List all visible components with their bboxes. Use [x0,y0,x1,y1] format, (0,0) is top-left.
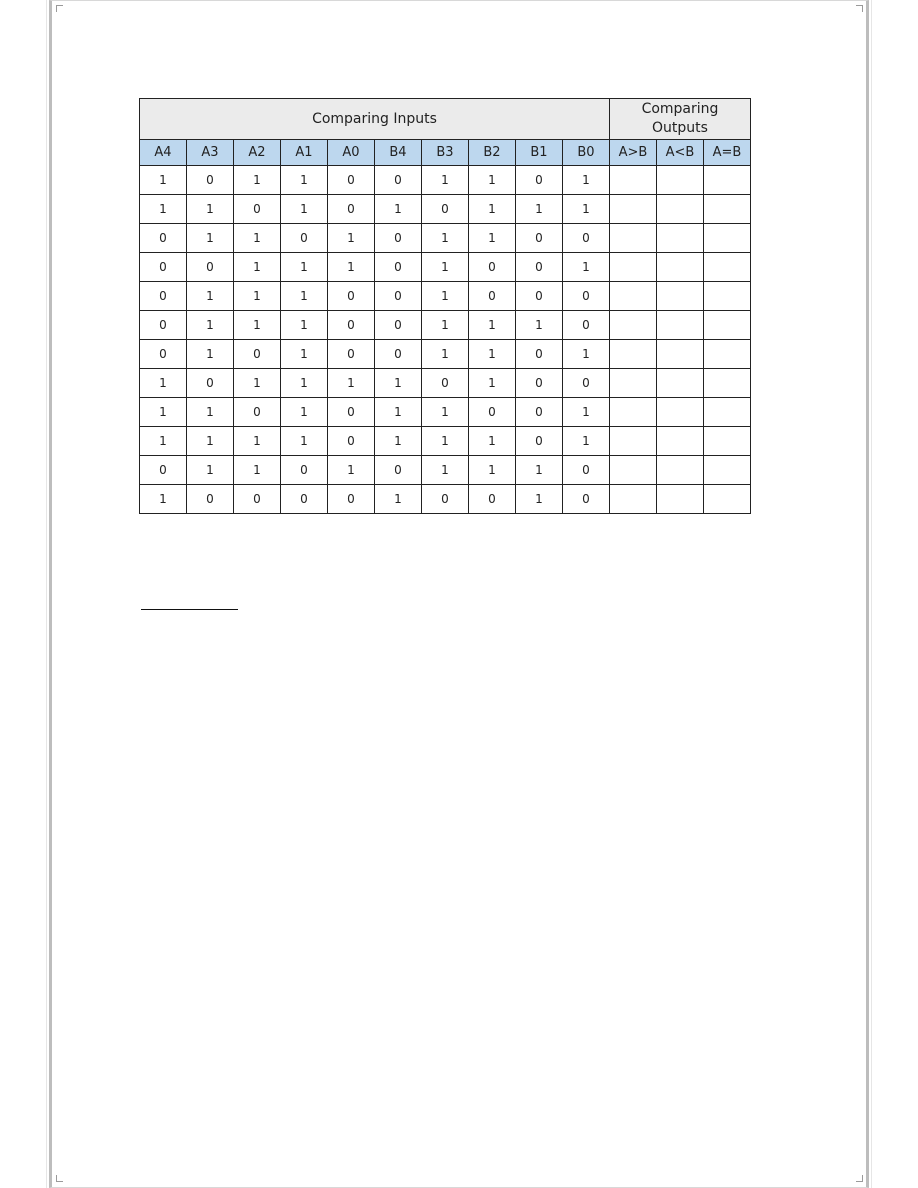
input-bit-cell: 1 [422,340,469,369]
output-cell[interactable] [610,485,657,514]
input-bit-cell: 1 [234,282,281,311]
output-cell[interactable] [657,369,704,398]
output-cell[interactable] [657,427,704,456]
input-bit-cell: 0 [328,311,375,340]
input-bit-cell: 0 [187,253,234,282]
input-bit-cell: 0 [516,282,563,311]
input-bit-cell: 0 [140,456,187,485]
input-bit-cell: 0 [140,311,187,340]
column-header: A2 [234,140,281,166]
input-bit-cell: 0 [281,485,328,514]
comparing-outputs-line1: Comparing [641,101,719,117]
output-cell[interactable] [704,485,751,514]
table-row [140,253,751,282]
input-bit-cell: 1 [140,369,187,398]
input-bit-cell: 1 [563,340,610,369]
input-bit-cell: 0 [234,485,281,514]
input-bit-cell: 0 [422,369,469,398]
input-bit-cell: 1 [234,427,281,456]
input-bit-cell: 1 [422,282,469,311]
output-cell[interactable] [657,253,704,282]
output-cell[interactable] [610,224,657,253]
output-cell[interactable] [704,195,751,224]
column-header: A<B [657,140,704,166]
input-bit-cell: 1 [281,282,328,311]
input-bit-cell: 0 [140,224,187,253]
output-cell[interactable] [704,398,751,427]
output-cell[interactable] [704,282,751,311]
table-row [140,427,751,456]
table-body [140,166,751,514]
column-header: B4 [375,140,422,166]
input-bit-cell: 1 [375,427,422,456]
input-bit-cell: 0 [328,340,375,369]
output-cell[interactable] [657,485,704,514]
table-row [140,398,751,427]
input-bit-cell: 0 [375,253,422,282]
input-bit-cell: 1 [281,195,328,224]
table-row [140,340,751,369]
input-bit-cell: 0 [234,340,281,369]
table-row [140,166,751,195]
column-header: B0 [563,140,610,166]
input-bit-cell: 1 [140,398,187,427]
input-bit-cell: 0 [563,224,610,253]
input-bit-cell: 1 [375,398,422,427]
input-bit-cell: 0 [375,224,422,253]
input-bit-cell: 1 [516,195,563,224]
output-cell[interactable] [657,456,704,485]
input-bit-cell: 0 [328,282,375,311]
input-bit-cell: 1 [422,166,469,195]
table-row [140,195,751,224]
input-bit-cell: 1 [328,224,375,253]
output-cell[interactable] [610,253,657,282]
input-bit-cell: 1 [140,427,187,456]
comparing-inputs-header: Comparing Inputs [140,99,610,140]
input-bit-cell: 1 [563,253,610,282]
column-header: A>B [610,140,657,166]
input-bit-cell: 0 [328,485,375,514]
input-bit-cell: 1 [281,340,328,369]
input-bit-cell: 1 [469,311,516,340]
crop-mark-bottom-right-icon [856,1175,863,1182]
input-bit-cell: 1 [234,369,281,398]
input-bit-cell: 1 [375,485,422,514]
input-bit-cell: 1 [187,195,234,224]
comparing-outputs-line2: Outputs [652,120,708,136]
input-bit-cell: 0 [422,485,469,514]
output-cell[interactable] [704,340,751,369]
input-bit-cell: 0 [328,166,375,195]
input-bit-cell: 1 [187,456,234,485]
input-bit-cell: 1 [516,456,563,485]
input-bit-cell: 1 [234,311,281,340]
input-bit-cell: 1 [469,166,516,195]
input-bit-cell: 1 [422,311,469,340]
column-header: A3 [187,140,234,166]
output-cell[interactable] [657,311,704,340]
column-header-row [140,140,751,166]
input-bit-cell: 1 [140,485,187,514]
input-bit-cell: 1 [187,427,234,456]
crop-mark-top-right-icon [856,5,863,12]
input-bit-cell: 1 [375,369,422,398]
input-bit-cell: 1 [234,224,281,253]
output-cell[interactable] [610,311,657,340]
input-bit-cell: 1 [281,427,328,456]
blank-underline [141,609,238,610]
input-bit-cell: 1 [563,195,610,224]
output-cell[interactable] [657,282,704,311]
input-bit-cell: 0 [375,282,422,311]
column-header: A1 [281,140,328,166]
input-bit-cell: 1 [422,224,469,253]
output-cell[interactable] [610,456,657,485]
input-bit-cell: 0 [516,427,563,456]
group-header-row [140,99,751,140]
comparator-truth-table [139,98,751,514]
input-bit-cell: 0 [140,340,187,369]
column-header: B2 [469,140,516,166]
output-cell[interactable] [610,282,657,311]
input-bit-cell: 1 [469,427,516,456]
input-bit-cell: 0 [234,398,281,427]
input-bit-cell: 0 [328,398,375,427]
comparing-outputs-header [610,99,751,140]
input-bit-cell: 0 [469,282,516,311]
input-bit-cell: 0 [187,369,234,398]
output-cell[interactable] [657,195,704,224]
table-row [140,369,751,398]
input-bit-cell: 1 [281,311,328,340]
column-header: B3 [422,140,469,166]
output-cell[interactable] [704,369,751,398]
input-bit-cell: 1 [187,398,234,427]
input-bit-cell: 1 [422,456,469,485]
input-bit-cell: 1 [422,427,469,456]
input-bit-cell: 1 [469,340,516,369]
output-cell[interactable] [704,311,751,340]
input-bit-cell: 0 [563,311,610,340]
crop-mark-top-left-icon [56,5,63,12]
input-bit-cell: 1 [516,311,563,340]
input-bit-cell: 0 [375,311,422,340]
input-bit-cell: 0 [516,253,563,282]
input-bit-cell: 1 [328,253,375,282]
input-bit-cell: 1 [422,253,469,282]
output-cell[interactable] [610,427,657,456]
input-bit-cell: 0 [516,369,563,398]
output-cell[interactable] [657,166,704,195]
output-cell[interactable] [704,253,751,282]
input-bit-cell: 0 [234,195,281,224]
table-row [140,485,751,514]
input-bit-cell: 0 [328,195,375,224]
column-header: B1 [516,140,563,166]
input-bit-cell: 1 [469,224,516,253]
input-bit-cell: 1 [328,369,375,398]
output-cell[interactable] [610,398,657,427]
input-bit-cell: 1 [281,166,328,195]
input-bit-cell: 1 [187,311,234,340]
input-bit-cell: 1 [516,485,563,514]
input-bit-cell: 0 [281,224,328,253]
input-bit-cell: 0 [469,253,516,282]
input-bit-cell: 1 [469,195,516,224]
output-cell[interactable] [610,369,657,398]
input-bit-cell: 0 [140,282,187,311]
input-bit-cell: 0 [281,456,328,485]
output-cell[interactable] [657,398,704,427]
input-bit-cell: 0 [516,398,563,427]
column-header: A=B [704,140,751,166]
input-bit-cell: 0 [422,195,469,224]
crop-mark-bottom-left-icon [56,1175,63,1182]
input-bit-cell: 0 [563,369,610,398]
column-header: A0 [328,140,375,166]
output-cell[interactable] [704,456,751,485]
output-cell[interactable] [704,427,751,456]
input-bit-cell: 1 [187,224,234,253]
input-bit-cell: 1 [281,398,328,427]
table-row [140,282,751,311]
output-cell[interactable] [657,340,704,369]
input-bit-cell: 1 [187,282,234,311]
input-bit-cell: 1 [140,195,187,224]
input-bit-cell: 1 [375,195,422,224]
input-bit-cell: 0 [328,427,375,456]
input-bit-cell: 0 [563,485,610,514]
input-bit-cell: 0 [375,166,422,195]
input-bit-cell: 0 [516,224,563,253]
table-row [140,456,751,485]
input-bit-cell: 1 [563,166,610,195]
input-bit-cell: 0 [469,398,516,427]
input-bit-cell: 1 [140,166,187,195]
output-cell[interactable] [657,224,704,253]
input-bit-cell: 1 [234,253,281,282]
output-cell[interactable] [610,340,657,369]
input-bit-cell: 0 [469,485,516,514]
input-bit-cell: 1 [281,253,328,282]
input-bit-cell: 1 [281,369,328,398]
input-bit-cell: 1 [234,456,281,485]
input-bit-cell: 1 [469,456,516,485]
input-bit-cell: 0 [375,456,422,485]
output-cell[interactable] [704,166,751,195]
input-bit-cell: 0 [563,456,610,485]
column-header: A4 [140,140,187,166]
input-bit-cell: 1 [328,456,375,485]
input-bit-cell: 1 [469,369,516,398]
output-cell[interactable] [704,224,751,253]
input-bit-cell: 0 [140,253,187,282]
table-row [140,311,751,340]
input-bit-cell: 0 [563,282,610,311]
input-bit-cell: 1 [187,340,234,369]
output-cell[interactable] [610,166,657,195]
input-bit-cell: 0 [516,166,563,195]
output-cell[interactable] [610,195,657,224]
input-bit-cell: 0 [187,485,234,514]
input-bit-cell: 1 [563,398,610,427]
input-bit-cell: 1 [563,427,610,456]
input-bit-cell: 0 [187,166,234,195]
input-bit-cell: 0 [516,340,563,369]
input-bit-cell: 1 [234,166,281,195]
input-bit-cell: 0 [375,340,422,369]
table-row [140,224,751,253]
input-bit-cell: 1 [422,398,469,427]
